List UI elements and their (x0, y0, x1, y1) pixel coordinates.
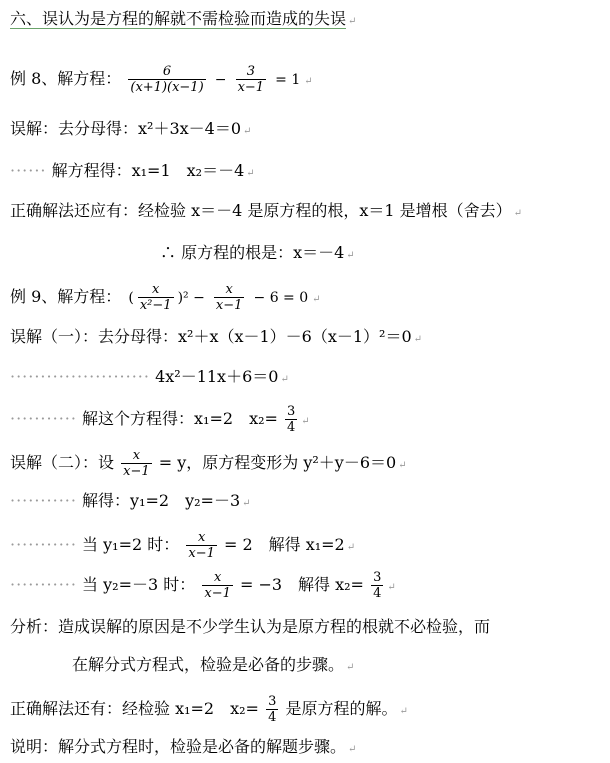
correct-solution-9-suffix: 是原方程的解。 (285, 699, 398, 718)
fraction-3-over-4 (371, 570, 383, 601)
section-heading (10, 8, 356, 33)
return-mark: ↵ (348, 16, 357, 27)
analysis-text: 分析：造成误解的原因是不少学生认为是原方程的根就不必检验，而 (10, 617, 491, 636)
open-paren: ( (128, 290, 134, 306)
fraction-3-over-4 (285, 404, 297, 435)
return-mark: ↵ (387, 582, 396, 593)
correct-solution-8-text: 正确解法还应有：经检验 x＝－4 是原方程的根，x＝1 是增根（舍去） (10, 201, 512, 220)
analysis-text-continued: 在解分式方程式，检验是必备的步骤。 (72, 655, 345, 674)
fraction-3-over-4 (266, 694, 278, 725)
fraction-numerator: 3 (268, 694, 277, 709)
wrong-solution-8-text: 误解：去分母得：x²＋3x－4＝0 (10, 119, 242, 138)
return-mark: ↵ (304, 76, 313, 87)
wrong-solution-9a-text: 误解（一）：去分母得：x²＋x（x－1）－6（x－1）²＝0 (10, 327, 412, 346)
minus-six-equals-zero: − 6 = 0 (253, 290, 309, 306)
wrong-solution-9a (10, 326, 422, 351)
roots-text: 解方程得：x₁=1 x₂＝－4 (51, 161, 245, 180)
fraction-numerator: 6 (162, 64, 172, 79)
example-9-label: 例 9、解方程： (10, 287, 122, 306)
wrong-solution-9b-roots (10, 490, 251, 515)
fraction-numerator: 3 (373, 570, 382, 585)
example-8 (10, 64, 313, 95)
fraction-numerator: x (132, 448, 141, 463)
fraction-denominator: x−1 (215, 298, 243, 313)
fraction-denominator: 4 (268, 710, 277, 725)
roots-text: 解这个方程得：x₁=2 x₂= (82, 409, 278, 428)
wrong-solution-9b (10, 448, 407, 479)
fraction-x-over-x-minus-1 (214, 282, 245, 313)
equals-one: = 1 (275, 72, 301, 88)
return-mark: ↵ (513, 208, 523, 219)
heading-text: 六、误认为是方程的解就不需检验而造成的失误 (10, 9, 347, 28)
note-text: 说明：解分式方程时，检验是必备的解题步骤。 (10, 737, 347, 756)
fraction-numerator: x (213, 570, 222, 585)
return-mark: ↵ (312, 294, 321, 305)
fraction-denominator: x²−1 (139, 298, 172, 313)
fraction-numerator: x (197, 530, 206, 545)
wrong-solution-8 (10, 118, 251, 143)
return-mark: ↵ (246, 168, 255, 179)
return-mark: ↵ (413, 334, 423, 345)
fraction-x-over-x-minus-1 (186, 530, 217, 561)
fraction-numerator: 3 (246, 64, 255, 79)
fraction-denominator: (x+1)(x−1) (130, 80, 204, 95)
therefore-line (160, 242, 355, 267)
return-mark: ↵ (346, 250, 355, 261)
fraction-x-over-x-minus-1 (202, 570, 233, 601)
leader-dots: ··········· (10, 409, 77, 428)
leader-dots: ······················· (10, 367, 150, 386)
fraction-denominator: x−1 (204, 586, 231, 601)
correct-solution-9 (10, 694, 408, 725)
leader-dots: ······ (10, 161, 47, 180)
wrong-solution-9a-equation (10, 366, 289, 391)
wrong-solution-9b-prefix: 误解（二）：设 (10, 453, 115, 472)
fraction-numerator: 3 (287, 404, 296, 419)
return-mark: ↵ (398, 460, 407, 471)
case-y2 (10, 570, 396, 601)
return-mark: ↵ (301, 416, 310, 427)
therefore-text: ∴ 原方程的根是：x＝－4 (160, 243, 345, 262)
example-9 (10, 282, 321, 313)
minus-sign: − (214, 72, 227, 88)
fraction-denominator: 4 (373, 586, 382, 601)
example-8-label: 例 8、解方程： (10, 69, 122, 88)
case-y2-suffix: = −3 解得 x₂= (239, 575, 364, 594)
return-mark: ↵ (242, 498, 251, 509)
fraction-6-over-product (128, 64, 205, 95)
fraction-denominator: x−1 (188, 546, 215, 561)
leader-dots: ··········· (10, 491, 77, 510)
fraction-3-over-x-minus-1 (236, 64, 267, 95)
close-paren-squared-minus: )² − (177, 290, 205, 306)
correct-solution-9-prefix: 正确解法还有：经检验 x₁=2 x₂= (10, 699, 259, 718)
fraction-x-over-x-minus-1 (121, 448, 152, 479)
return-mark: ↵ (346, 662, 355, 673)
return-mark: ↵ (399, 706, 408, 717)
wrong-solution-9a-roots (10, 404, 310, 435)
roots-text: 解得：y₁=2 y₂=－3 (82, 491, 241, 510)
return-mark: ↵ (346, 542, 356, 553)
analysis-line-1 (10, 616, 490, 638)
fraction-denominator: 4 (287, 420, 296, 435)
return-mark: ↵ (348, 744, 357, 755)
leader-dots: ··········· (10, 535, 77, 554)
case-y1 (10, 530, 355, 561)
quadratic-text: 4x²－11x＋6＝0 (155, 367, 279, 386)
fraction-denominator: x−1 (123, 464, 150, 479)
case-y2-prefix: 当 y₂=－3 时： (82, 575, 196, 594)
wrong-solution-8-roots (10, 160, 255, 185)
wrong-solution-9b-suffix: = y，原方程变形为 y²＋y－6＝0 (158, 453, 397, 472)
analysis-line-2 (72, 654, 354, 679)
case-y1-suffix: = 2 解得 x₁=2 (223, 535, 345, 554)
return-mark: ↵ (280, 374, 289, 385)
fraction-numerator: x (152, 282, 160, 297)
leader-dots: ··········· (10, 575, 77, 594)
case-y1-prefix: 当 y₁=2 时： (82, 535, 180, 554)
return-mark: ↵ (243, 126, 252, 137)
fraction-x-over-x2-minus-1 (138, 282, 174, 313)
correct-solution-8 (10, 200, 522, 225)
fraction-numerator: x (225, 282, 233, 297)
fraction-denominator: x−1 (237, 80, 265, 95)
note-line (10, 736, 356, 761)
